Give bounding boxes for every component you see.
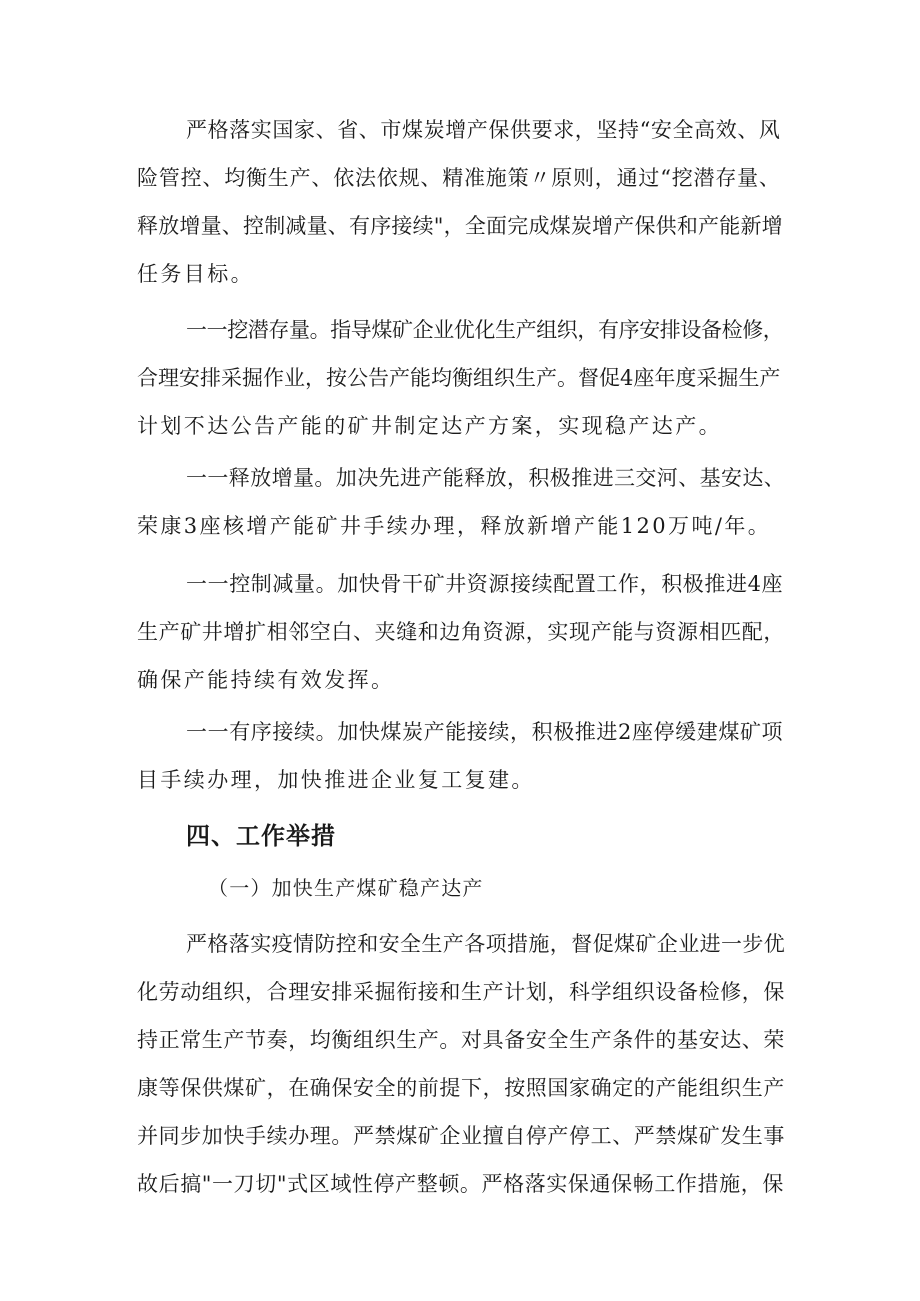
paragraph-6-line-1: 严格落实疫情防控和安全生产各项措施，督促煤矿企业进一步优: [186, 932, 786, 956]
paragraph-2-line-3: 计划不达公告产能的矿井制定达产方案，实现稳产达产。: [137, 414, 722, 438]
paragraph-3-line-2: 荣康3座核增产能矿井手续办理，释放新增产能120万吨/年。: [137, 514, 772, 538]
paragraph-4-line-1: 一一控制减量。加快骨干矿井资源接续配置工作，积极推进4座: [186, 572, 784, 596]
paragraph-6-line-6: 故后搞"一刀切"式区域性停产整顿。严格落实保通保畅工作措施，保: [137, 1172, 784, 1196]
paragraph-4-line-2: 生产矿井增扩相邻空白、夹缝和边角资源，实现产能与资源相匹配，: [137, 620, 785, 644]
paragraph-2-line-2: 合理安排采掘作业，按公告产能均衡组织生产。督促4座年度采掘生产: [137, 366, 781, 390]
paragraph-1-line-1: 严格落实国家、省、市煤炭增产保供要求，坚持“安全高效、风: [186, 118, 781, 142]
paragraph-3-line-1: 一一释放增量。加决先进产能释放，积极推进三交河、基安达、: [186, 466, 786, 490]
paragraph-5-line-2: 目手续办理，加快推进企业复工复建。: [137, 768, 535, 792]
section-heading: 四、工作举措: [186, 822, 336, 850]
paragraph-6-line-4: 康等保供煤矿，在确保安全的前提下，按照国家确定的产能组织生产: [137, 1076, 785, 1100]
paragraph-1-line-2: 险管控、均衡生产、依法依规、精准施策〃原则，通过“挖潜存量、: [137, 166, 781, 190]
paragraph-6-line-2: 化劳动组织，合理安排采掘衔接和生产计划，科学组织设备检修，保: [137, 980, 785, 1004]
sub-heading: （一）加快生产煤矿稳产达产: [208, 876, 484, 900]
paragraph-4-line-3: 确保产能持续有效发挥。: [137, 668, 395, 692]
paragraph-6-line-3: 持正常生产节奏，均衡组织生产。对具备安全生产条件的基安达、荣: [137, 1028, 785, 1052]
paragraph-6-line-5: 并同步加快手续办理。严禁煤矿企业擅自停产停工、严禁煤矿发生事: [137, 1124, 785, 1148]
paragraph-5-line-1: 一一有序接续。加快煤炭产能接续，积极推进2座停缓建煤矿项: [186, 720, 784, 744]
paragraph-1-line-4: 任务目标。: [137, 262, 254, 286]
paragraph-1-line-3: 释放增量、控制减量、有序接续"，全面完成煤炭增产保供和产能新增: [137, 214, 783, 238]
paragraph-2-line-1: 一一挖潜存量。指导煤矿企业优化生产组织，有序安排设备检修，: [186, 318, 784, 342]
